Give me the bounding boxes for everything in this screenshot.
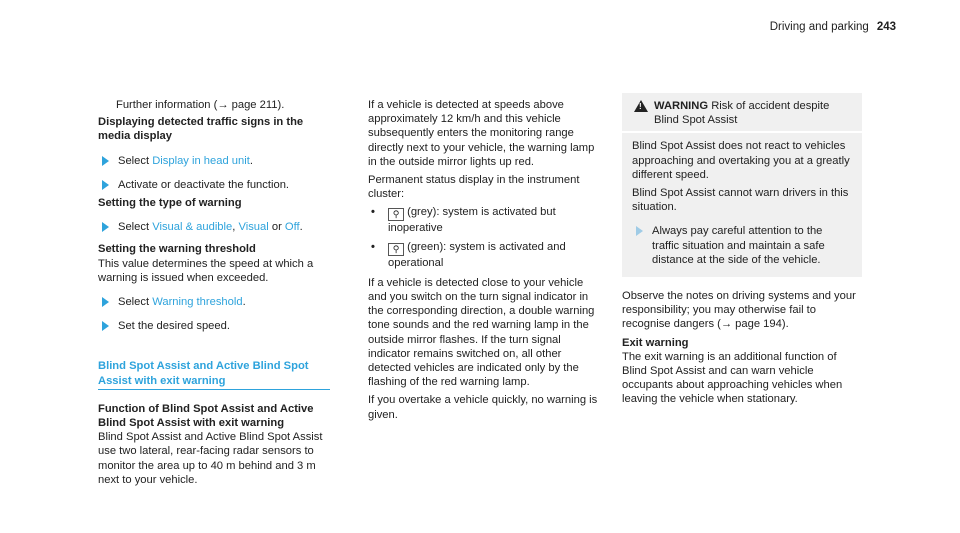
function-text: Blind Spot Assist and Active Blind Spot Assist use two lateral, rear-facing radar sensors to monitor the area up to 40 m behind and 3 m next to your vehicle. (98, 431, 323, 486)
arrow-right-icon (102, 222, 109, 232)
step-set-speed: Set the desired speed. (98, 319, 330, 333)
blind-spot-indicator-icon: ⚲ (388, 243, 404, 256)
exit-warning-text: The exit warning is an additional function of Blind Spot Assist and can warn vehicle occupants about approaching vehicles when leaving the vehicle when stationary. (622, 350, 843, 406)
page-number: 243 (876, 21, 896, 33)
column-1 (98, 98, 330, 487)
link-visual-audible[interactable]: Visual & audible (152, 221, 233, 234)
warning-label: WARNING (654, 100, 709, 112)
column-2 (368, 98, 600, 422)
paragraph-status-display: Permanent status display in the instrument cluster: (368, 174, 580, 201)
bullet-grey: • ⚲ (grey): system is activated but inoperative (371, 206, 556, 235)
warning-box (622, 93, 862, 277)
heading-function: Function of Blind Spot Assist and Active Blind Spot Assist with exit warning (98, 402, 314, 430)
step-select-type: Select Visual & audible, Visual or Off. (98, 220, 330, 234)
step-activate: Activate or deactivate the function. (98, 178, 330, 192)
paragraph-overtake: If you overtake a vehicle quickly, no warning is given. (368, 394, 598, 421)
heading-display-traffic-signs: Displaying detected traffic signs in the media display (98, 116, 304, 143)
section-name: Driving and parking (769, 21, 869, 33)
section-title-blind-spot: Blind Spot Assist and Active Blind Spot Assist with exit warning (98, 359, 330, 389)
link-display-in-head-unit[interactable]: Display in head unit (152, 154, 250, 167)
further-info-text: Further information (→ page 211). (116, 99, 285, 111)
observe-notes: Observe the notes on driving systems and your responsibility; you may otherwise fail to recognise dangers (→ page 194). (622, 290, 856, 331)
warning-body (622, 133, 862, 277)
arrow-right-icon (636, 226, 643, 236)
link-warning-threshold[interactable]: Warning threshold (152, 296, 243, 309)
heading-warning-type: Setting the type of warning (98, 197, 242, 210)
paragraph-detection: If a vehicle is detected at speeds above approximately 12 km/h and this vehicle subsequently enters the monitoring range directly next to your vehicle, the warning lamp in the outside mirror lights up red. (368, 99, 595, 168)
warning-triangle-icon: ! (634, 100, 648, 112)
arrow-right-icon (102, 297, 109, 307)
step-select-threshold: Select Warning threshold. (98, 295, 330, 309)
link-off[interactable]: Off (284, 221, 300, 234)
warning-step: Always pay careful attention to the traffic situation and maintain a safe distance at the side of the vehicle. (632, 224, 852, 267)
column-3 (622, 93, 862, 407)
heading-exit-warning: Exit warning (622, 336, 689, 349)
paragraph-turn-signal: If a vehicle is detected close to your vehicle and you switch on the turn signal indicator in the corresponding direction, a double warning tone sounds and the red warning lamp in the outside mirror flashes. If the turn signal indicator remains switched on, all other detected vehicles are indicated only by the flashing of the red warning lamp. (368, 276, 595, 389)
page-header (770, 20, 896, 34)
warning-header (622, 93, 862, 133)
warning-paragraph-1: Blind Spot Assist does not react to vehicles approaching and overtaking you at a greatly different speed. (632, 140, 850, 181)
blind-spot-indicator-icon: ⚲ (388, 208, 404, 221)
warning-title: Risk of accident despite Blind Spot Assist (654, 100, 830, 127)
arrow-right-icon (102, 156, 109, 166)
bullet-green: • ⚲ (green): system is activated and operational (371, 240, 566, 269)
step-select-display: Select Display in head unit. (98, 154, 330, 168)
threshold-text: This value determines the speed at which a warning is issued when exceeded. (98, 257, 314, 284)
warning-paragraph-2: Blind Spot Assist cannot warn drivers in this situation. (632, 187, 849, 214)
heading-warning-threshold: Setting the warning threshold (98, 243, 256, 256)
arrow-right-icon (102, 321, 109, 331)
arrow-right-icon (102, 180, 109, 190)
link-visual[interactable]: Visual (238, 221, 269, 234)
